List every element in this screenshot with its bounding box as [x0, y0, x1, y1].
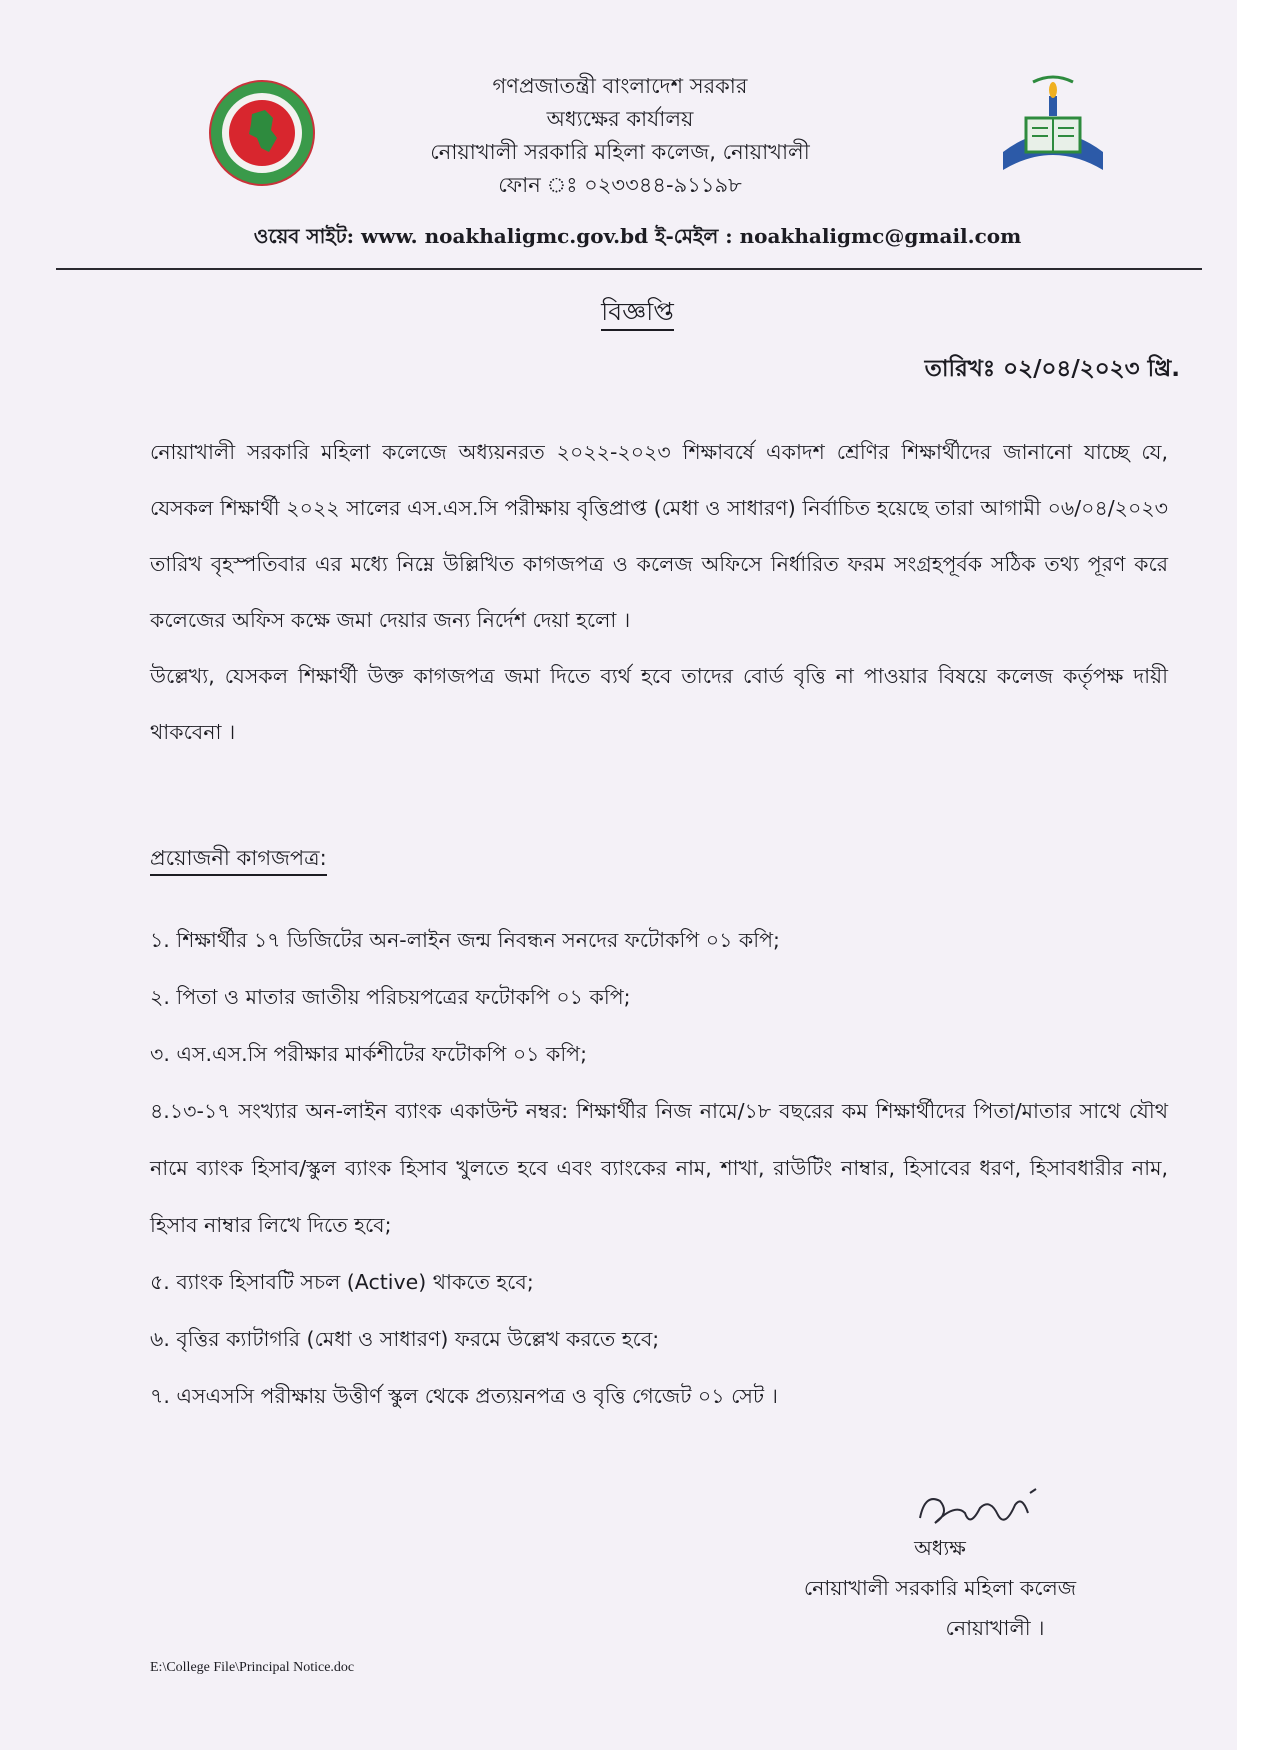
requirements-heading-text: প্রয়োজনী কাগজপত্র: — [150, 846, 327, 876]
file-path: E:\College File\Principal Notice.doc — [150, 1660, 355, 1675]
signatory-college: নোয়াখালী সরকারি মহিলা কলেজ — [803, 1576, 1077, 1600]
list-item: ৭. এসএসসি পরীক্ষায় উত্তীর্ণ স্কুল থেকে প্রত্যয়নপত্র ও বৃত্তি গেজেট ০১ সেট । — [150, 1384, 778, 1408]
body-paragraph: উল্লেখ্য, যেসকল শিক্ষার্থী উক্ত কাগজপত্র জমা দিতে ব্যর্থ হবে তাদের বোর্ড বৃত্তি না পাওয়ার বিষয়ে কলেজ কর্তৃপক্ষ দায়ী থাকবেনা । — [150, 664, 1168, 744]
body-paragraph: নোয়াখালী সরকারি মহিলা কলেজে অধ্যয়নরত ২০২২-২০২৩ শিক্ষাবর্ষে একাদশ শ্রেণির শিক্ষার্থীদের জানানো যাচ্ছে যে, যেসকল শিক্ষার্থী ২০২২ সালের এস.এস.সি পরীক্ষায় বৃত্তিপ্রাপ্ত (মেধা ও সাধারণ) নির্বাচিত হয়েছে তারা আগামী ০৬/০৪/২০২৩ তারিখ বৃহস্পতিবার এর মধ্যে নিম্নে উল্লিখিত কাগজপত্র ও কলেজ অফিসে নির্ধারিত ফরম সংগ্রহপূর্বক সঠিক তথ্য পূরণ করে কলেজের অফিস কক্ষে জমা দেয়ার জন্য নির্দেশ দেয়া হলো । — [150, 440, 1168, 632]
list-item: ৩. এস.এস.সি পরীক্ষার মার্কশীটের ফটোকপি ০১ কপি; — [150, 1042, 588, 1066]
list-item: ৪.১৩-১৭ সংখ্যার অন-লাইন ব্যাংক একাউন্ট নম্বর: শিক্ষার্থীর নিজ নামে/১৮ বছরের কম শিক্ষার্থীদের পিতা/মাতার সাথে যৌথ নামে ব্যাংক হিসাব/স্কুল ব্যাংক হিসাব খুলতে হবে এবং ব্যাংকের নাম, শাখা, রাউটিং নাম্বার, হিসাবের ধরণ, হিসাবধারীর নাম, হিসাব নাম্বার লিখে দিতে হবে; — [150, 1099, 1168, 1237]
signatory-title: অধ্যক্ষ — [914, 1536, 966, 1560]
notice-date: তারিখঃ ০২/০৪/২০২৩ খ্রি. — [924, 356, 1180, 382]
govt-name: গণপ্রজাতন্ত্রী বাংলাদেশ সরকার — [492, 74, 748, 98]
phone-number: ফোন ঃ ০২৩৩৪৪-৯১১৯৮ — [498, 173, 742, 197]
list-item: ১. শিক্ষার্থীর ১৭ ডিজিটের অন-লাইন জন্ম নিবন্ধন সনদের ফটোকপি ০১ কপি; — [150, 928, 780, 952]
signature-block — [740, 1528, 1140, 1648]
requirements-list — [150, 912, 1168, 1425]
notice-title — [0, 292, 1275, 335]
list-item: ৫. ব্যাংক হিসাবটি সচল (Active) থাকতে হবে; — [150, 1270, 534, 1294]
header-divider — [56, 268, 1202, 270]
notice-body — [150, 424, 1168, 760]
requirements-heading — [150, 842, 327, 877]
list-item: ২. পিতা ও মাতার জাতীয় পরিচয়পত্রের ফটোকপি ০১ কপি; — [150, 985, 631, 1009]
office-name: অধ্যক্ষের কার্যালয় — [546, 107, 694, 131]
list-item: ৬. বৃত্তির ক্যাটাগরি (মেধা ও সাধারণ) ফরমে উল্লেখ করতে হবে; — [150, 1327, 660, 1351]
letterhead — [0, 70, 1240, 202]
signatory-city: নোয়াখালী । — [945, 1616, 1045, 1640]
notice-title-text: বিজ্ঞপ্তি — [601, 297, 674, 331]
contact-line: ওয়েব সাইট: www. noakhaligmc.gov.bd ই-মেইল : noakhaligmc@gmail.com — [253, 224, 1022, 248]
college-name: নোয়াখালী সরকারি মহিলা কলেজ, নোয়াখালী — [430, 140, 810, 164]
page-edge — [1237, 0, 1275, 1750]
